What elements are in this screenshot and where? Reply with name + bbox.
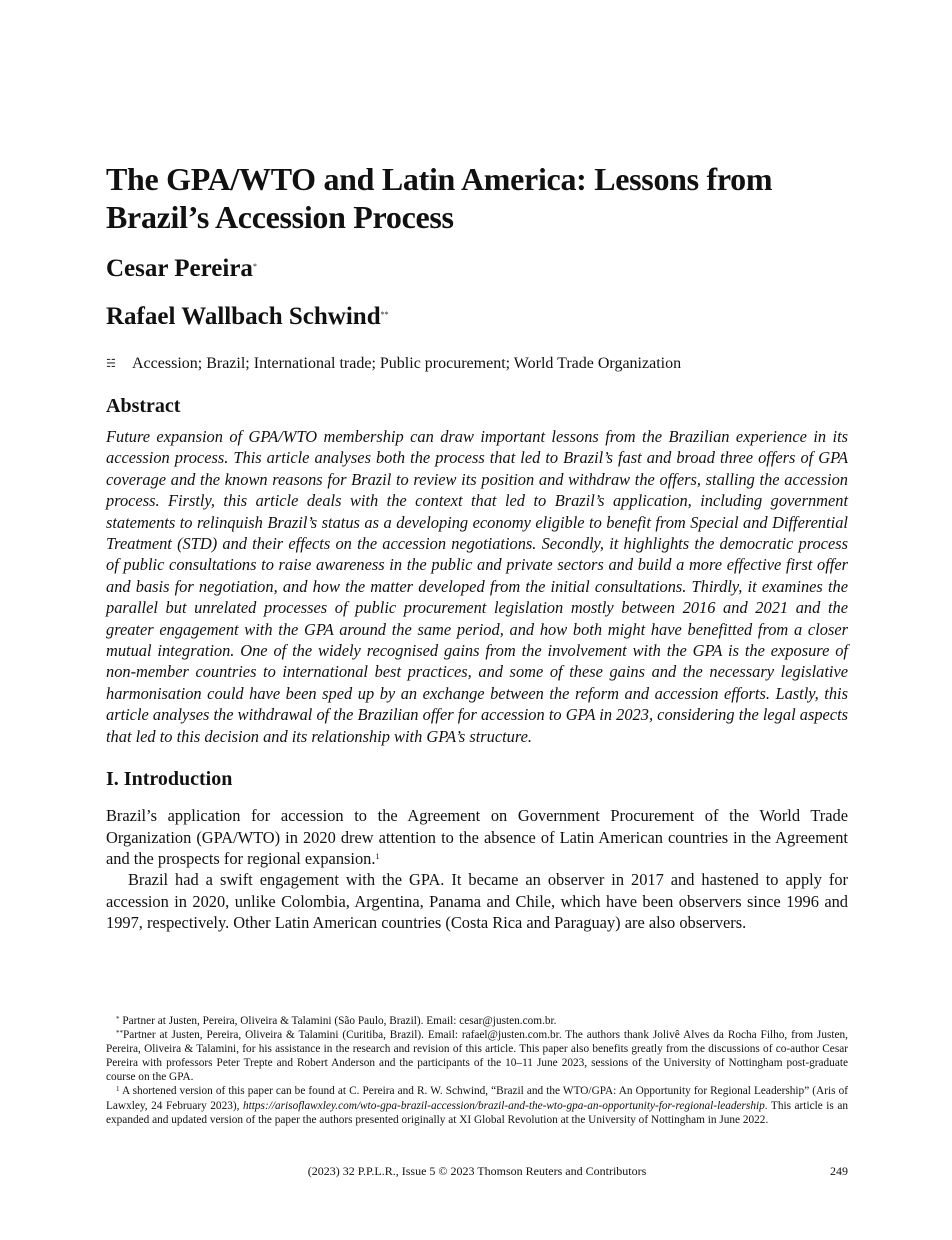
keywords-line xyxy=(106,354,848,374)
author-name: Cesar Pereira xyxy=(106,255,253,282)
page-number: 249 xyxy=(830,1164,848,1178)
footnote-text: Partner at Justen, Pereira, Oliveira & Talamini (Curitiba, Brazil). Email: rafael@justen.com.br. The authors thank Jolivê Alves da Rocha Filho, from Justen, Pereira, Oliveira & Talamini, for his assistance in the research and revision of this article. This paper also benefits greatly from the discussions of co-author Cesar Pereira with professors Peter Trepte and Robert Anderson and the participants of the 10–11 June 2023, sessions of the University of Nottingham post-graduate course on the GPA. xyxy=(106,1029,848,1084)
footnote xyxy=(106,1014,848,1028)
introduction-heading: I. Introduction xyxy=(106,768,233,791)
footnote-link[interactable]: https://arisoflawxley.com/wto-gpa-brazil-accession/brazil-and-the-wto-gpa-an-opportunity-for-regional-leadership xyxy=(242,1099,765,1112)
author-rafael-wallbach-schwind xyxy=(106,302,848,332)
paragraph-text: Brazil’s application for accession to the Agreement on Government Procurement of the World Trade Organization (GPA/WTO) in 2020 drew attention to the absence of Latin American countries in the Agreement and the prospects for regional expansion. xyxy=(106,806,848,868)
footnote-mark: * xyxy=(116,1015,120,1023)
article-title: The GPA/WTO and Latin America: Lessons from Brazil’s Accession Process xyxy=(106,161,773,235)
introduction-paragraph: Brazil had a swift engagement with the GPA. It became an observer in 2017 and hastened to apply for accession in 2020, unlike Colombia, Argentina, Panama and Chile, which have been observers since 1996 and 1997, respectively. Other Latin American countries (Costa Rica and Paraguay) are also observers. xyxy=(106,870,848,933)
footnote-mark: ** xyxy=(116,1029,123,1038)
footnote xyxy=(106,1028,848,1084)
introduction-paragraph xyxy=(106,805,848,869)
abstract-text: Future expansion of GPA/WTO membership can draw important lessons from the Brazilian experience in its accession process. This article analyses both the process that led to Brazil’s fast and broad three offers of GPA coverage and the known reasons for Brazil to review its position and withdraw the offers, stalling the accession process. Firstly, this article deals with the context that led to Brazil’s application, including government statements to relinquish Brazil’s status as a developing economy eligible to benefit from Special and Differential Treatment (STD) and their effects on the accession negotiations. Secondly, it highlights the democratic process of public consultations to raise awareness in the public and private sectors and build a more effective first offer and basis for negotiation, and how the matter developed from the initial consultations. Thirdly, it examines the parallel but unrelated processes of public procurement legislation mostly between 2016 and 2021 and the greater engagement with the GPA around the same period, and how both might have benefitted from a closer mutual integration. One of the widely recognised gains from the involvement with the GPA is the exposure of non-member countries to international best practices, and some of these gains and the necessary legislative harmonisation could have been sped up by an exchange between the reform and accession efforts. Lastly, this article analyses the withdrawal of the Brazilian offer for accession to GPA in 2023, considering the legal aspects that led to this decision and its relationship with GPA’s structure. xyxy=(106,427,848,746)
author-name: Rafael Wallbach Schwind xyxy=(106,303,381,330)
footnotes xyxy=(106,1014,848,1127)
author-footnote-mark[interactable]: ** xyxy=(380,310,389,319)
article-page xyxy=(106,160,848,934)
keywords-text: Accession; Brazil; International trade; Public procurement; World Trade Organization xyxy=(132,355,682,372)
author-footnote-mark[interactable]: * xyxy=(252,262,257,271)
author-cesar-pereira xyxy=(106,254,848,284)
journal-citation: (2023) 32 P.P.L.R., Issue 5 © 2023 Thomson Reuters and Contributors xyxy=(307,1164,647,1178)
page-footer xyxy=(106,1163,848,1179)
keyword-icon: ☵ xyxy=(106,358,116,370)
footnote-mark: 1 xyxy=(116,1085,120,1094)
footnote-text: A shortened version of this paper can be found at C. Pereira and R. W. Schwind, “Brazil and the WTO/GPA: An Opportunity for Regional Leadership” (Aris of Lawxley, 24 February 2023), xyxy=(106,1085,848,1112)
footnote-text: Partner at Justen, Pereira, Oliveira & Talamini (São Paulo, Brazil). Email: cesar@justen.com.br. xyxy=(122,1015,557,1027)
footnote-text: . This article is an expanded and updated version of the paper the authors presented originally at XI Global Revolution at the University of Nottingham in June 2022. xyxy=(106,1099,848,1126)
footnote-ref[interactable]: 1 xyxy=(375,851,380,861)
footnote xyxy=(106,1084,848,1126)
abstract-heading: Abstract xyxy=(106,395,181,417)
